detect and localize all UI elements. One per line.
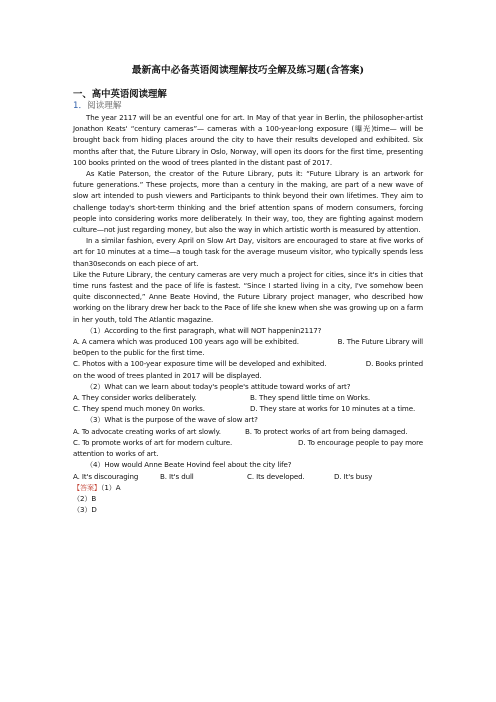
subsection-number: 1． bbox=[73, 101, 88, 111]
question-2: （2）What can we learn about today's people's attitude toward works of art? bbox=[86, 381, 351, 391]
q1-option-c: C. Photos with a 100-year exposure time will be developed and exhibited. bbox=[73, 359, 327, 369]
paragraph-3: In a similar fashion, every April on Slow Art Day, visitors are encouraged to stare at five works of art for 10 minutes at a time—a tough task for the average museum visitor, who typically spends less than30seconds on each piece of art. bbox=[73, 236, 423, 268]
q4-option-a: A. It's discouraging bbox=[73, 471, 139, 481]
q4-options bbox=[73, 471, 423, 482]
q1-option-d-cont: on the wood of trees planted in 2017 will be displayed. bbox=[73, 370, 262, 380]
q3-option-d: D. To encourage people to pay more bbox=[298, 437, 423, 447]
passage-body bbox=[73, 112, 423, 515]
q4-option-c: C. Its developed. bbox=[247, 471, 305, 481]
section-heading: 一、高中英语阅读理解 bbox=[73, 89, 167, 100]
question-3: （3）What is the purpose of the wave of slow art? bbox=[86, 415, 258, 425]
answer-1: （1）A bbox=[100, 482, 121, 492]
question-4: （4）How would Anne Beate Hovind feel about the city life? bbox=[86, 460, 292, 470]
q1-options-ab bbox=[73, 336, 423, 347]
answer-2: （2）B bbox=[73, 493, 97, 503]
document-title: 最新高中必备英语阅读理解技巧全解及练习题(含答案) bbox=[131, 65, 365, 76]
q3-option-c: C. To promote works of art for modern culture. bbox=[73, 437, 233, 447]
q2-options-cd bbox=[73, 403, 423, 414]
q1-option-d: D. Books printed bbox=[365, 359, 423, 369]
q2-option-b: B. They spend little time on Works. bbox=[250, 393, 371, 403]
q4-option-d: D. It's busy bbox=[334, 471, 373, 481]
paragraph-1: The year 2117 will be an eventful one for art. In May of that year in Berlin, the philosopher-artist Jonathon Keats' “century cameras”— cameras with a 100-year-long exposure (曝光)time— will be brought back from hiding places around the city to have their results developed and exhibited. Six months after that, the Future Library in Oslo, Norway, will open its doors for the first time, presenting 100 books printed on the wood of trees planted in the distant past of 2017. bbox=[73, 113, 423, 167]
q2-option-c: C. They spend much money 0n works. bbox=[73, 404, 205, 414]
q2-options-ab bbox=[73, 392, 423, 403]
subsection-label: 阅读理解 bbox=[87, 101, 122, 111]
q2-option-d: D. They stare at works for 10 minutes at a time. bbox=[250, 404, 416, 414]
paragraph-4: Like the Future Library, the century cameras are very much a project for cities, since it's in cities that time runs fastest and the pace of life is fastest. “Since I started living in a city, I've somehow been quite disconnected,” Anne Beate Hovind, the Future Library project manager, who described how working on the library drew her back to the Pace of life she knew when she was growing up on a farm in her youth, told The Atlantic magazine. bbox=[73, 269, 423, 324]
q1-option-b-cont: be0pen to the public for the first time. bbox=[73, 348, 205, 358]
q3-options-cd bbox=[73, 437, 423, 448]
answer-3: （3）D bbox=[73, 505, 97, 515]
q3-options-ab bbox=[73, 426, 423, 437]
q3-option-d-cont: attention to works of art. bbox=[73, 449, 159, 459]
question-1: （1）According to the first paragraph, what will NOT happenin2117? bbox=[86, 325, 322, 335]
q2-option-a: A. They consider works deliberately. bbox=[73, 393, 197, 403]
paragraph-2: As Katie Paterson, the creator of the Future Library, puts it: “Future Library is an artwork for future generations.” These projects, more than a century in the making, are part of a new wave of slow art intended to push viewers and Participants to think beyond their own lifetimes. They aim to challenge today's short-term thinking and the brief attention spans of modern consumers, forcing people into considering works more deliberately. In their way, too, they are fighting against modern culture—not just regarding money, but also the way in which artistic worth is measured by attention. bbox=[73, 169, 423, 235]
q1-option-b: B. The Future Library will bbox=[337, 337, 423, 347]
subsection-heading bbox=[73, 99, 121, 111]
q1-options-cd bbox=[73, 358, 423, 369]
q3-option-b: B. To protect works of art from being damaged. bbox=[245, 426, 408, 436]
q3-option-a: A. To advocate creating works of art slowly. bbox=[73, 426, 221, 436]
q4-option-b: B. It's dull bbox=[160, 471, 194, 481]
q1-option-a: A. A camera which was produced 100 years ago will be exhibited. bbox=[73, 337, 299, 347]
answer-line bbox=[73, 482, 423, 493]
answer-label: 【答案】 bbox=[73, 482, 101, 492]
